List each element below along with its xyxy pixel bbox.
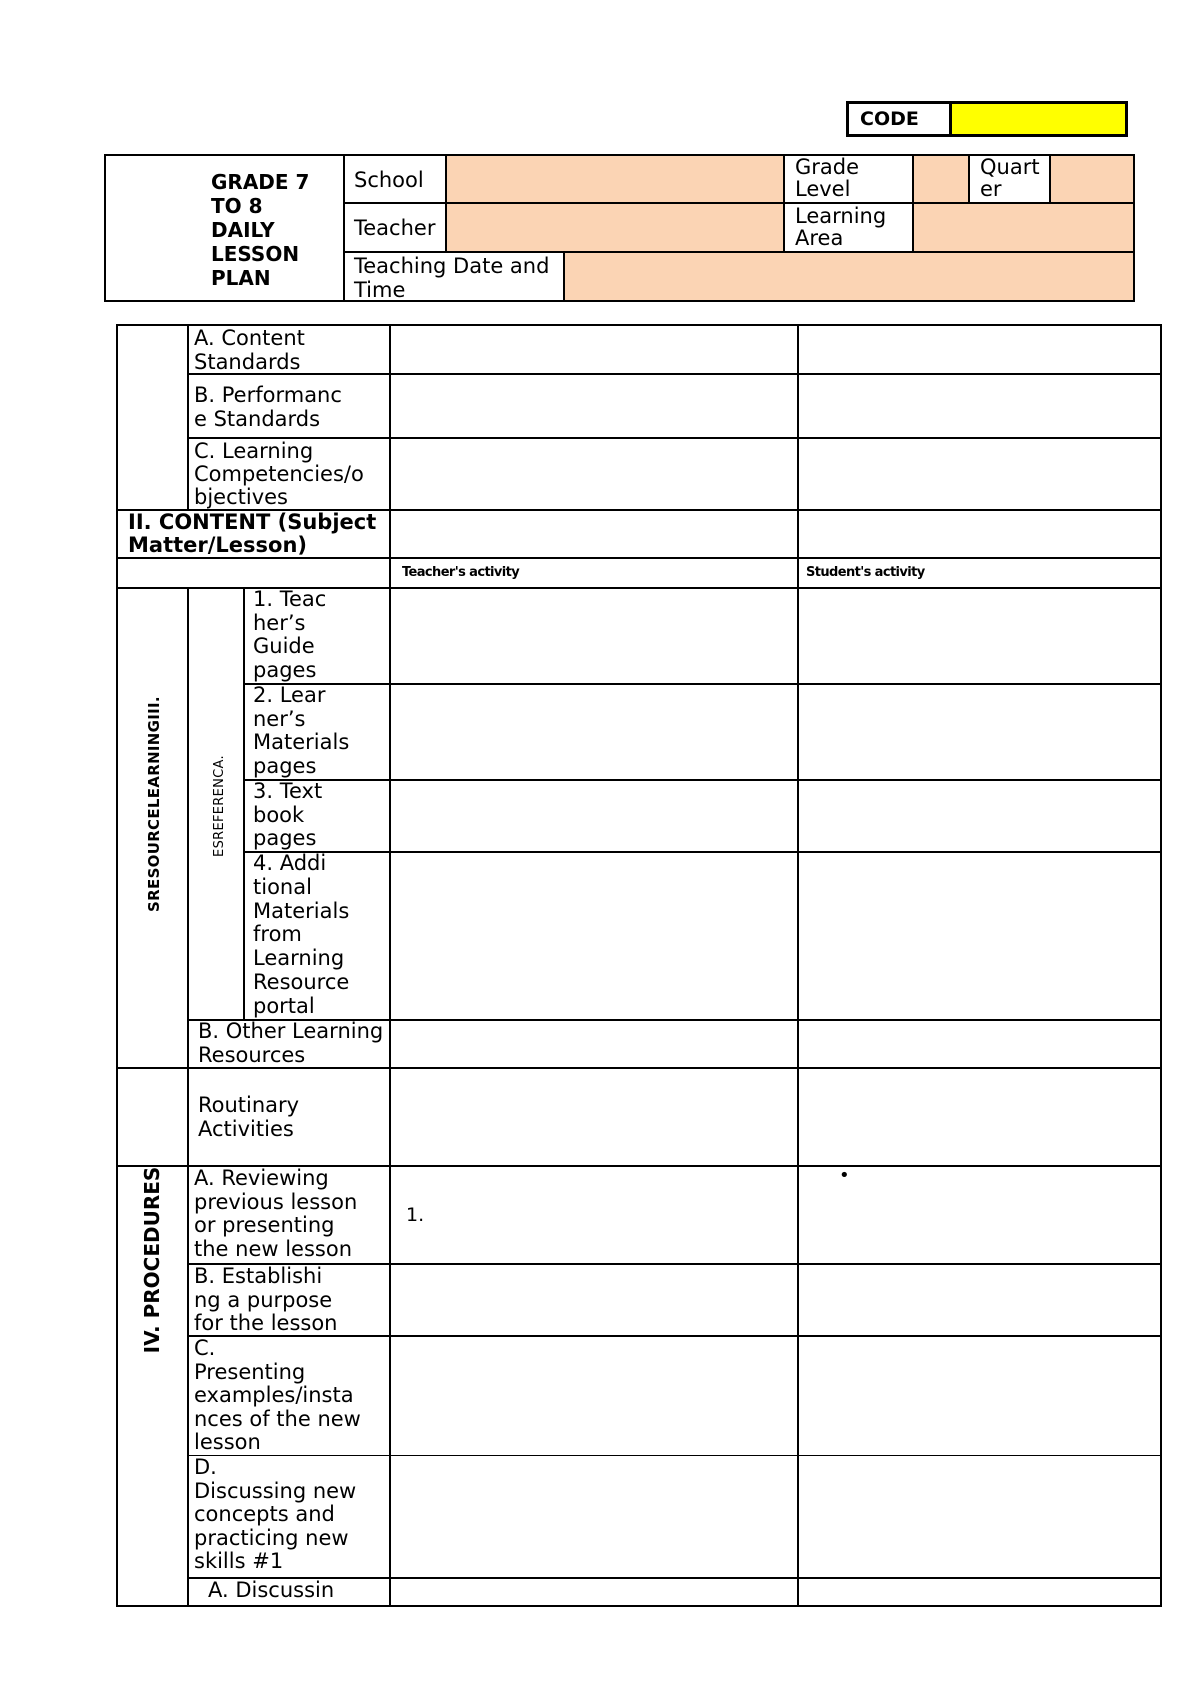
quarter-label: Quart er bbox=[980, 155, 1040, 201]
row-line-6 bbox=[243, 683, 1162, 685]
code-field[interactable] bbox=[952, 104, 1125, 134]
additional-materials-label: 4. Addi tional Materials from Learning Resource portal bbox=[253, 851, 350, 1018]
row-line-4 bbox=[116, 557, 1162, 559]
learning-area-label: Learning Area bbox=[795, 204, 887, 250]
row-line-8 bbox=[243, 851, 1162, 853]
learners-materials-label: 2. Lear ner’s Materials pages bbox=[253, 683, 350, 778]
header-vline-date bbox=[563, 251, 565, 302]
header-hline-2 bbox=[343, 251, 1135, 253]
discussing-concepts-label: D. Discussing new concepts and practicing new skills #1 bbox=[194, 1455, 357, 1573]
learning-resources-section-label: SRESOURCELEARNINGIII. bbox=[145, 696, 163, 912]
content-label: II. CONTENT (Subject Matter/Lesson) bbox=[128, 510, 377, 557]
learning-competencies-label: C. Learning Competencies/o bjectives bbox=[194, 439, 364, 509]
col-line-references bbox=[243, 588, 245, 1020]
col-line-student bbox=[797, 324, 799, 1607]
reviewing-teacher-item: 1. bbox=[406, 1204, 425, 1226]
header-vline-mid bbox=[783, 154, 785, 252]
school-label: School bbox=[354, 168, 424, 192]
code-label: CODE bbox=[860, 108, 919, 130]
student-activity-header: Student's activity bbox=[806, 565, 925, 580]
header-title: GRADE 7 TO 8 DAILY LESSON PLAN bbox=[211, 170, 310, 290]
header-vline-title bbox=[343, 154, 345, 302]
teacher-activity-header: Teacher's activity bbox=[402, 565, 520, 580]
textbook-label: 3. Text book pages bbox=[253, 779, 323, 850]
reviewing-student-bullet: • bbox=[839, 1165, 850, 1186]
teacher-label: Teacher bbox=[354, 216, 436, 240]
discussing-concepts-2-label: A. Discussin bbox=[208, 1578, 335, 1602]
reviewing-lesson-label: A. Reviewing previous lesson or presenting the new lesson bbox=[194, 1166, 358, 1261]
procedures-section-label: IV. PROCEDURES bbox=[140, 1166, 164, 1354]
header-vline-quarter-r bbox=[1049, 154, 1051, 203]
presenting-examples-label: C. Presenting examples/insta nces of the new lesson bbox=[194, 1336, 361, 1454]
col-line-teacher bbox=[389, 324, 391, 1607]
grade-level-label: Grade Level bbox=[795, 155, 860, 201]
other-resources-label: B. Other Learning Resources bbox=[198, 1019, 384, 1067]
teachers-guide-label: 1. Teac her’s Guide pages bbox=[253, 587, 327, 682]
establishing-purpose-label: B. Establishi ng a purpose for the lesson bbox=[194, 1264, 338, 1335]
references-section-label: ESREFERENCA. bbox=[212, 755, 227, 857]
header-vline-quarter-l bbox=[968, 154, 970, 203]
header-vline-label bbox=[445, 154, 447, 252]
header-vline-grade bbox=[912, 154, 914, 252]
row-line-1 bbox=[187, 373, 1162, 375]
row-line-2 bbox=[187, 437, 1162, 439]
row-line-10 bbox=[116, 1067, 1162, 1069]
row-line-7 bbox=[243, 779, 1162, 781]
col-line-label-left bbox=[187, 324, 189, 510]
performance-standards-label: B. Performanc e Standards bbox=[194, 383, 342, 431]
date-time-label: Teaching Date and Time bbox=[354, 254, 550, 302]
routinary-activities-label: Routinary Activities bbox=[198, 1093, 300, 1141]
header-hline-1 bbox=[343, 202, 1135, 204]
content-standards-label: A. Content Standards bbox=[194, 326, 305, 374]
